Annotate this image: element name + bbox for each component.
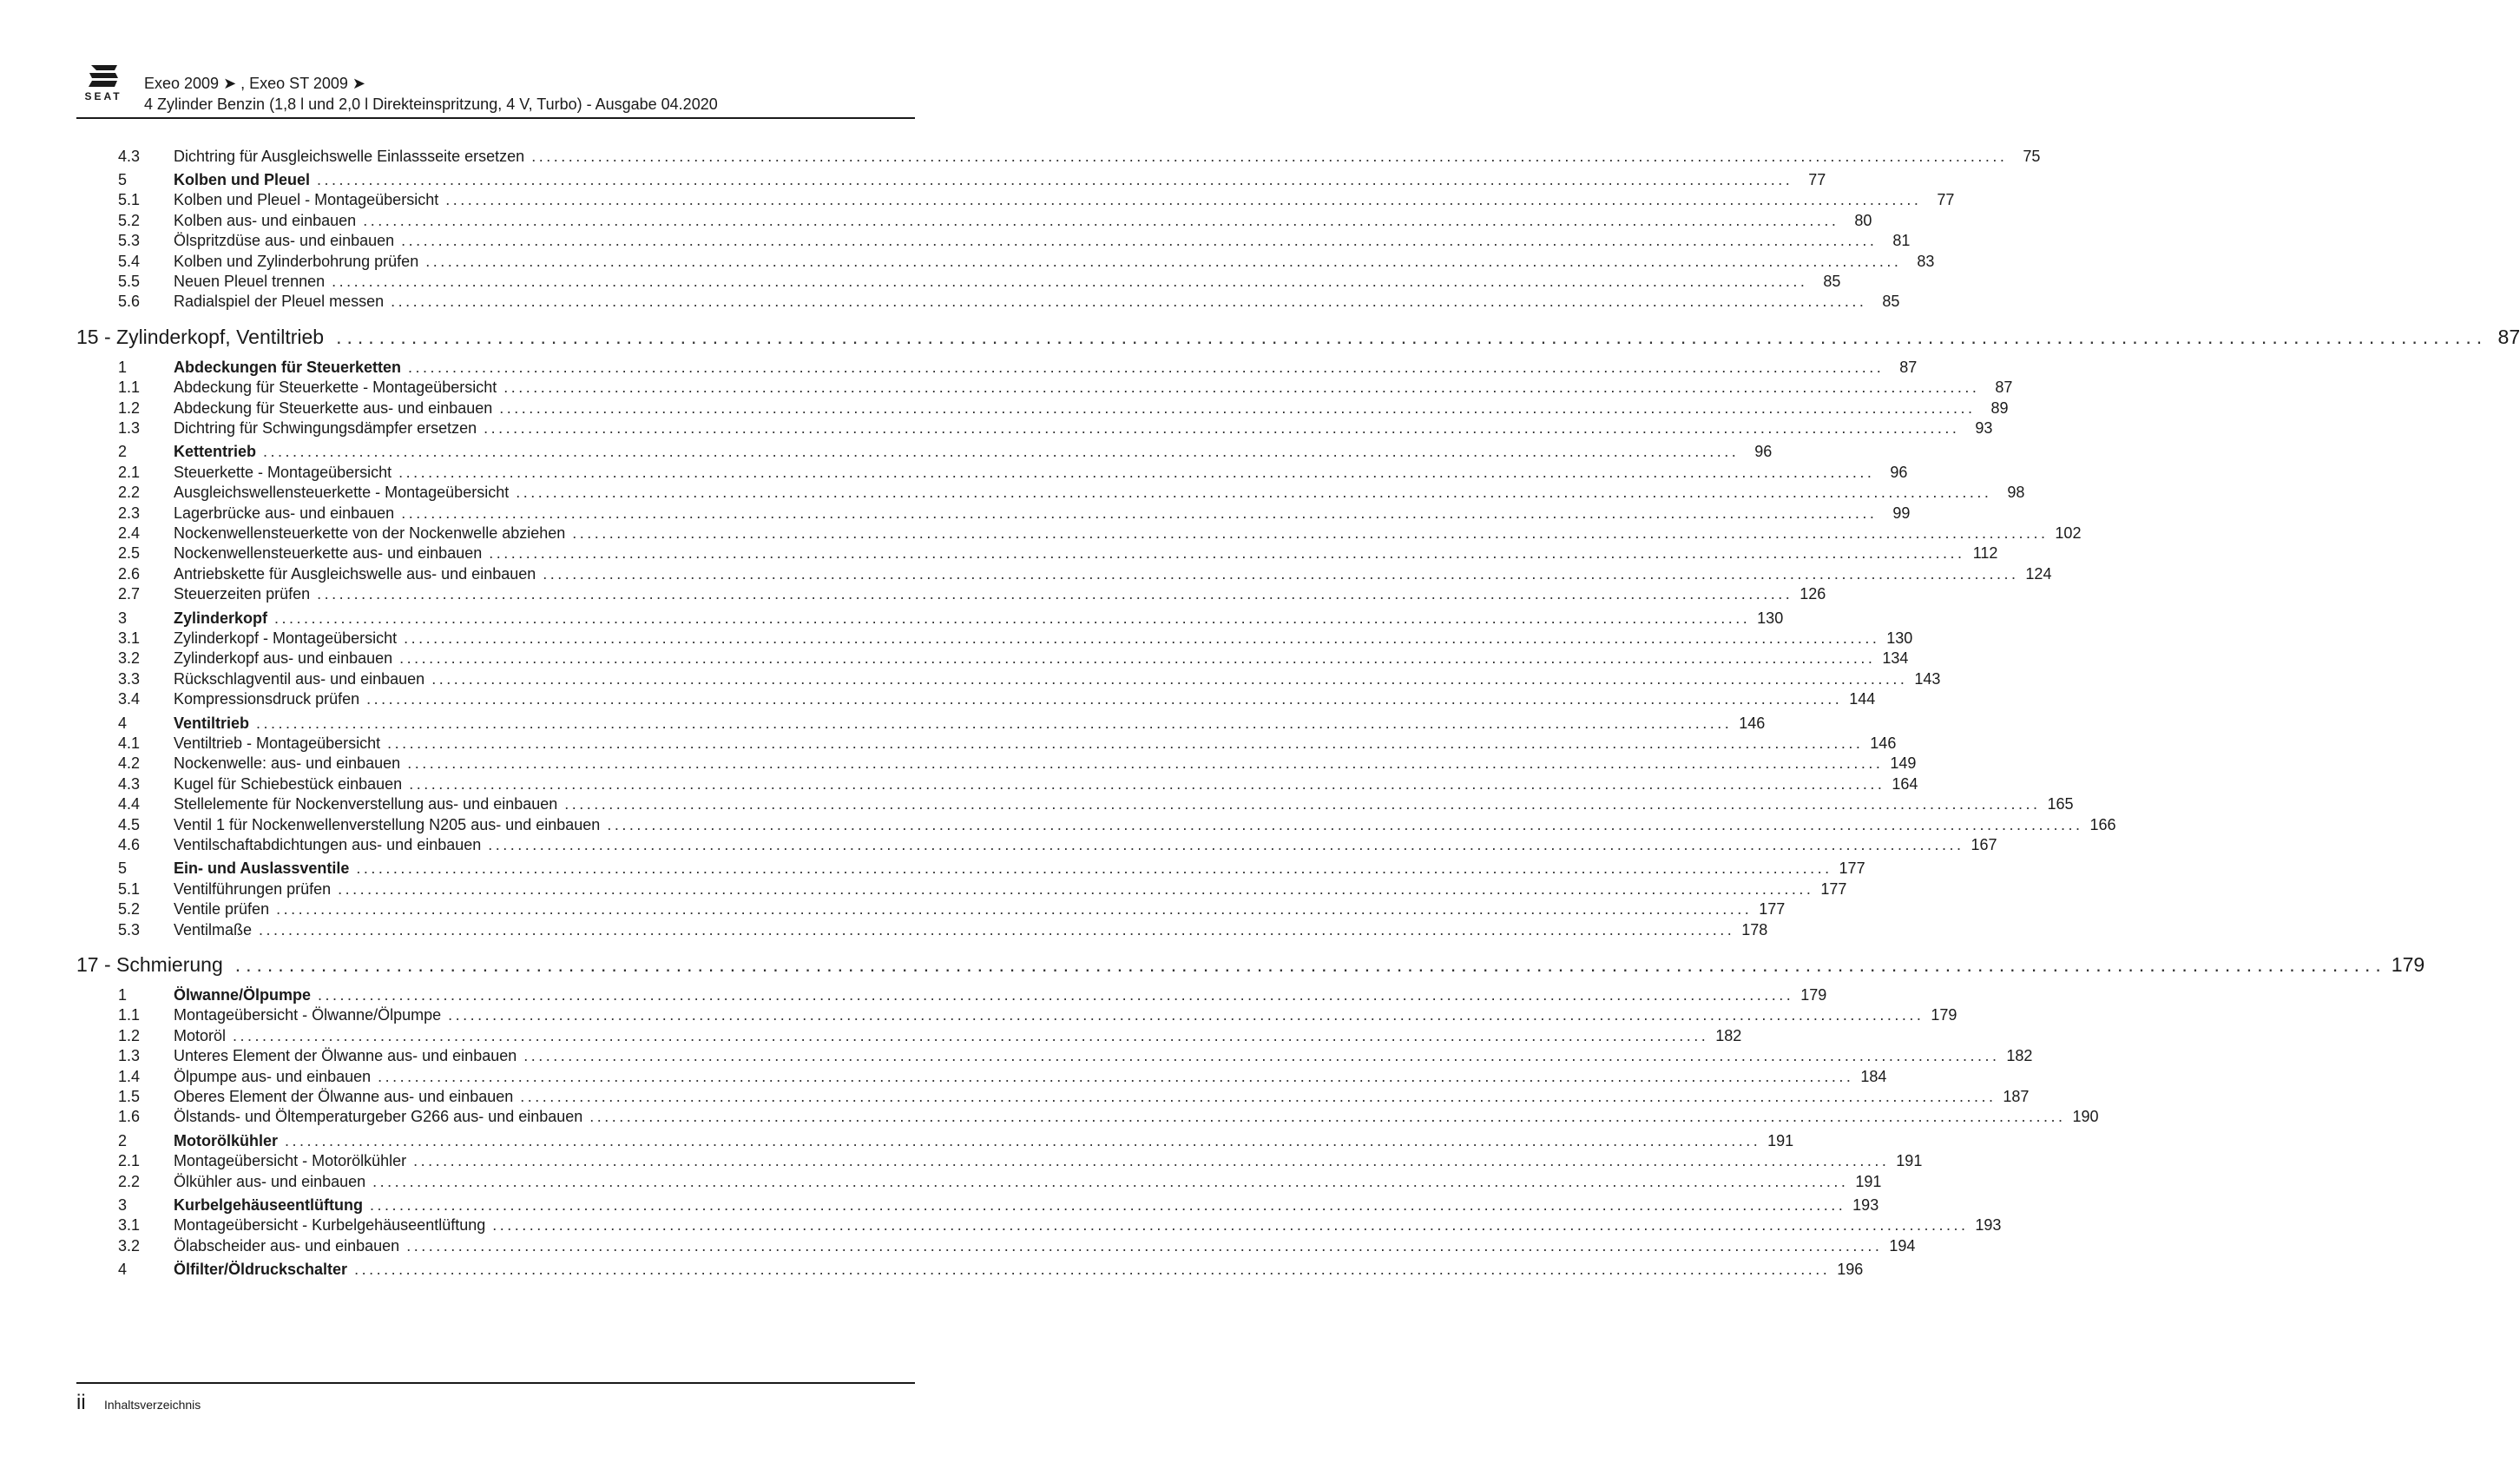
toc-leader-dots: ........................................................................................................................................................................................................ <box>409 774 1885 793</box>
toc-label: Ventiltrieb - Montageübersicht <box>174 734 381 752</box>
toc-leader-dots: ........................................................................................................................................................................................................ <box>516 484 1992 502</box>
toc-entry[interactable] <box>76 1046 2033 1067</box>
toc-entry[interactable] <box>76 834 1997 855</box>
toc-page-number: 190 <box>2072 1108 2099 1126</box>
toc-entry[interactable] <box>76 814 2116 835</box>
toc-page-number: 83 <box>1917 252 1935 270</box>
toc-number: 4.2 <box>118 754 141 773</box>
toc-page-number: 179 <box>1800 985 1827 1004</box>
toc-leader-dots: ........................................................................................................................................................................................................ <box>401 232 1878 250</box>
toc-label: Antriebskette für Ausgleichswelle aus- und einbauen <box>174 564 536 583</box>
toc-label: Kettentrieb <box>174 443 257 461</box>
toc-leader-dots: ........................................................................................................................................................................................................ <box>572 524 2049 542</box>
toc-number: 5.3 <box>118 920 141 938</box>
toc-entry[interactable] <box>76 563 2052 584</box>
toc-label: Ölfilter/Öldruckschalter <box>174 1261 348 1279</box>
toc-entry[interactable] <box>76 774 1918 794</box>
toc-leader-dots: ........................................................................................................................................................................................................ <box>317 170 1793 188</box>
toc-entry[interactable] <box>76 292 1900 313</box>
toc-page-number: 124 <box>2025 564 2052 583</box>
toc-number: 3 <box>118 1195 128 1214</box>
toc-label: Kugel für Schiebestück einbauen <box>174 774 403 793</box>
toc-leader-dots: ........................................................................................................................................................................................................ <box>499 398 1976 417</box>
toc-page-number: 177 <box>1820 879 1847 898</box>
toc-page-number: 187 <box>2003 1087 2030 1105</box>
toc-leader-dots: ........................................................................................................................................................................................................ <box>589 1108 2066 1126</box>
toc-leader-dots: ........................................................................................................................................................................................................ <box>354 1261 1831 1279</box>
toc-leader-dots: ........................................................................................................................................................................................................ <box>363 211 1839 229</box>
toc-label: Zylinderkopf aus- und einbauen <box>174 649 393 668</box>
toc-leader-dots: ........................................................................................................................................................................................................ <box>408 358 1885 376</box>
toc-leader-dots: ........................................................................................................................................................................................................ <box>391 293 1867 311</box>
toc-number: 1.4 <box>118 1067 141 1085</box>
toc-leader-dots: ........................................................................................................................................................................................................ <box>425 252 1902 270</box>
toc-label: Kurbelgehäuseentlüftung <box>174 1195 364 1214</box>
toc-number: 5.2 <box>118 211 141 229</box>
toc-leader-dots: ........................................................................................................................................................................................................ <box>318 985 1794 1004</box>
toc-entry[interactable] <box>76 1235 1916 1256</box>
toc-entry[interactable] <box>76 628 1913 649</box>
toc-page-number: 182 <box>2006 1047 2033 1065</box>
toc-number: 3.1 <box>118 1216 141 1235</box>
toc-label: Steuerkette - Montageübersicht <box>174 463 392 481</box>
toc-page-number: 87 <box>1995 379 2013 397</box>
toc-leader-dots: ........................................................................................................................................................................................................ <box>407 754 1884 773</box>
toc-number: 4.1 <box>118 734 141 752</box>
toc-label: Ausgleichswellensteuerkette - Montageübersicht <box>174 484 510 502</box>
document-title-line1: Exeo 2009 ➤ , Exeo ST 2009 ➤ <box>144 75 365 92</box>
toc-page-number: 182 <box>1715 1026 1742 1044</box>
toc-number: 1.1 <box>118 379 141 397</box>
toc-leader-dots: ........................................................................................................................................................................................................ <box>406 1236 1883 1255</box>
toc-entry[interactable] <box>76 418 1993 438</box>
toc-leader-dots: ........................................................................................................................................................................................................ <box>431 669 1908 688</box>
toc-page-number: 98 <box>2007 484 2025 502</box>
toc-number: 1.3 <box>118 1047 141 1065</box>
toc-page-number: 77 <box>1808 170 1826 188</box>
toc-page-number: 112 <box>1972 544 1998 563</box>
toc-leader-dots: ........................................................................................................................................................................................................ <box>378 1067 1854 1085</box>
toc-entry[interactable] <box>76 899 1786 920</box>
toc-entry[interactable] <box>76 231 1911 252</box>
toc-leader-dots: ........................................................................................................................................................................................................ <box>399 649 1876 668</box>
toc-label: Kolben aus- und einbauen <box>174 211 357 229</box>
toc-leader-dots: ........................................................................................................................................................................................................ <box>503 379 1980 397</box>
toc-leader-dots: ........................................................................................................................................................................................................ <box>234 952 2386 976</box>
toc-number: 1.2 <box>118 398 141 417</box>
toc-leader-dots: ........................................................................................................................................................................................................ <box>543 564 2019 583</box>
toc-leader-dots: ........................................................................................................................................................................................................ <box>492 1216 1969 1235</box>
toc-entry[interactable] <box>76 794 2074 815</box>
toc-label: Abdeckung für Steuerkette aus- und einbauen <box>174 398 493 417</box>
toc-number: 5 <box>118 170 128 188</box>
toc-page-number: 130 <box>1886 629 1913 647</box>
toc-entry[interactable] <box>76 1066 1887 1087</box>
toc-number: 3.2 <box>118 1236 141 1255</box>
toc-number: 5.1 <box>118 879 141 898</box>
toc-label: Kolben und Pleuel - Montageübersicht <box>174 191 439 209</box>
toc-page-number: 164 <box>1892 774 1918 793</box>
toc-leader-dots: ........................................................................................................................................................................................................ <box>531 147 2008 165</box>
toc-entry[interactable] <box>76 1086 2030 1107</box>
toc-label: Ölpumpe aus- und einbauen <box>174 1067 372 1085</box>
toc-number: 2 <box>118 1131 128 1149</box>
footer-title: Inhaltsverzeichnis <box>104 1398 201 1412</box>
toc-leader-dots: ........................................................................................................................................................................................................ <box>263 443 1740 461</box>
toc-leader-dots: ........................................................................................................................................................................................................ <box>317 585 1793 603</box>
document-title-line2: 4 Zylinder Benzin (1,8 l und 2,0 l Direkteinspritzung, 4 V, Turbo) - Ausgabe 04.2020 <box>144 95 718 113</box>
toc-page-number: 191 <box>1767 1131 1794 1149</box>
toc-page-number: 146 <box>1739 714 1766 732</box>
toc-label: Abdeckungen für Steuerketten <box>174 358 402 376</box>
toc-page-number: 149 <box>1890 754 1917 773</box>
toc-page-number: 178 <box>1741 920 1768 938</box>
toc-page-number: 93 <box>1975 418 1993 437</box>
toc-label: Ölspritzdüse aus- und einbauen <box>174 232 395 250</box>
toc-leader-dots: ........................................................................................................................................................................................................ <box>259 920 1735 938</box>
toc-number: 1.6 <box>118 1108 141 1126</box>
toc-leader-dots: ........................................................................................................................................................................................................ <box>398 463 1875 481</box>
toc-entry[interactable] <box>76 146 2041 167</box>
toc-label: Kolben und Zylinderbohrung prüfen <box>174 252 419 270</box>
toc-number: 5.1 <box>118 191 141 209</box>
toc-number: 5.2 <box>118 900 141 919</box>
toc-entry[interactable] <box>76 543 1998 564</box>
toc-leader-dots: ........................................................................................................................................................................................................ <box>404 629 1880 647</box>
toc-page-number: 87 <box>2497 325 2520 348</box>
toc-leader-dots: ........................................................................................................................................................................................................ <box>413 1152 1890 1170</box>
toc-number: 5.3 <box>118 232 141 250</box>
toc-number: 5.5 <box>118 272 141 290</box>
toc-label: Ölstands- und Öltemperaturgeber G266 aus- und einbauen <box>174 1108 583 1126</box>
toc-number: 3 <box>118 609 128 627</box>
toc-number: 1.2 <box>118 1026 141 1044</box>
toc-leader-dots: ........................................................................................................................................................................................................ <box>338 879 1814 898</box>
toc-number: 4.3 <box>118 774 141 793</box>
toc-page-number: 179 <box>1931 1006 1957 1024</box>
toc-entry[interactable] <box>76 190 1955 211</box>
toc-label: Dichtring für Schwingungsdämpfer ersetzen <box>174 418 477 437</box>
page-header <box>76 59 915 119</box>
toc-page-number: 96 <box>1890 463 1908 481</box>
toc-leader-dots: ........................................................................................................................................................................................................ <box>285 1131 1761 1149</box>
toc-label: Ventilmaße <box>174 920 253 938</box>
toc-section[interactable] <box>76 1195 1879 1215</box>
toc-section[interactable] <box>76 1130 1794 1151</box>
toc-page-number: 166 <box>2089 815 2116 833</box>
toc-label: Stellelemente für Nockenverstellung aus- und einbauen <box>174 795 558 813</box>
toc-label: Montageübersicht - Ölwanne/Ölpumpe <box>174 1006 442 1024</box>
toc-page-number: 167 <box>1971 835 1997 853</box>
toc-section[interactable] <box>76 608 1784 629</box>
toc-label: Abdeckung für Steuerkette - Montageübersicht <box>174 379 497 397</box>
toc-label: Nockenwelle: aus- und einbauen <box>174 754 401 773</box>
toc-number: 4.5 <box>118 815 141 833</box>
toc-page-number: 126 <box>1800 585 1826 603</box>
toc-label: Ventilschaftabdichtungen aus- und einbauen <box>174 835 482 853</box>
toc-label: Ventil 1 für Nockenwellenverstellung N205 aus- und einbauen <box>174 815 601 833</box>
toc-number: 2 <box>118 443 128 461</box>
toc-leader-dots: ........................................................................................................................................................................................................ <box>356 859 1832 878</box>
toc-entry[interactable] <box>76 378 2013 398</box>
toc-entry[interactable] <box>76 251 1935 272</box>
toc-entry[interactable] <box>76 1025 1742 1046</box>
toc-entry[interactable] <box>76 210 1872 231</box>
toc-leader-dots: ........................................................................................................................................................................................................ <box>445 191 1922 209</box>
toc-leader-dots: ........................................................................................................................................................................................................ <box>448 1006 1925 1024</box>
toc-number: 2.7 <box>118 585 141 603</box>
toc-leader-dots: ........................................................................................................................................................................................................ <box>488 835 1964 853</box>
toc-label: Zylinderkopf - Montageübersicht <box>174 629 398 647</box>
toc-leader-dots: ........................................................................................................................................................................................................ <box>336 325 2488 348</box>
toc-number: 2.4 <box>118 524 141 542</box>
toc-page-number: 80 <box>1854 211 1872 229</box>
toc-label: Ventile prüfen <box>174 900 270 919</box>
toc-number: 5.4 <box>118 252 141 270</box>
toc-leader-dots: ........................................................................................................................................................................................................ <box>256 714 1733 732</box>
toc-entry[interactable] <box>76 689 1876 710</box>
toc-leader-dots: ........................................................................................................................................................................................................ <box>372 1172 1849 1190</box>
toc-entry[interactable] <box>76 879 1847 899</box>
toc-page-number: 102 <box>2055 524 2082 542</box>
toc-number: 4.4 <box>118 795 141 813</box>
toc-page-number: 165 <box>2047 795 2074 813</box>
toc-page-number: 191 <box>1896 1152 1923 1170</box>
toc-section[interactable] <box>76 357 1918 378</box>
toc-entry[interactable] <box>76 733 1897 754</box>
toc-label: Lagerbrücke aus- und einbauen <box>174 504 395 522</box>
toc-page-number: 96 <box>1754 443 1773 461</box>
toc-section[interactable] <box>76 713 1766 734</box>
toc-number: 2.6 <box>118 564 141 583</box>
toc-entry[interactable] <box>76 754 1917 774</box>
toc-entry[interactable] <box>76 483 2025 504</box>
toc-entry[interactable] <box>76 584 1826 605</box>
toc-label: Nockenwellensteuerkette aus- und einbauen <box>174 544 483 563</box>
toc-chapter[interactable] <box>76 324 2520 350</box>
toc-label: Ölwanne/Ölpumpe <box>174 985 312 1004</box>
footer-page-number: ii <box>76 1391 86 1414</box>
toc-entry[interactable] <box>76 668 1941 689</box>
toc-label: Motorölkühler <box>174 1131 278 1149</box>
toc-label: Ölkühler aus- und einbauen <box>174 1172 366 1190</box>
toc-number: 3.2 <box>118 649 141 668</box>
toc-leader-dots: ........................................................................................................................................................................................................ <box>564 795 2041 813</box>
toc-entry[interactable] <box>76 1215 2002 1236</box>
toc-label: 17 - Schmierung <box>76 952 223 976</box>
toc-label: Zylinderkopf <box>174 609 268 627</box>
toc-number: 4.6 <box>118 835 141 853</box>
toc-entry[interactable] <box>76 1171 1882 1192</box>
toc-number: 1.1 <box>118 1006 141 1024</box>
toc-page-number: 130 <box>1757 609 1784 627</box>
toc-leader-dots: ........................................................................................................................................................................................................ <box>332 272 1808 290</box>
toc-page-number: 179 <box>2391 952 2425 976</box>
toc-page-number: 89 <box>1990 398 2009 417</box>
logo-text: SEAT <box>84 90 122 102</box>
toc-entry[interactable] <box>76 523 2082 543</box>
toc-number: 4.3 <box>118 147 141 165</box>
toc-page-number: 85 <box>1823 272 1841 290</box>
toc-number: 1.5 <box>118 1087 141 1105</box>
toc-page-number: 134 <box>1882 649 1909 668</box>
toc-chapter[interactable] <box>76 952 2425 978</box>
toc-page-number: 143 <box>1914 669 1941 688</box>
toc-number: 2.3 <box>118 504 141 522</box>
toc-leader-dots: ........................................................................................................................................................................................................ <box>370 1195 1846 1214</box>
toc-page-number: 194 <box>1889 1236 1916 1255</box>
toc-section[interactable] <box>76 169 1826 190</box>
toc-entry[interactable] <box>76 649 1909 669</box>
toc-label: Ölabscheider aus- und einbauen <box>174 1236 400 1255</box>
toc-page-number: 146 <box>1870 734 1897 752</box>
toc-page-number: 196 <box>1837 1261 1864 1279</box>
toc-number: 5 <box>118 859 128 878</box>
toc-label: Neuen Pleuel trennen <box>174 272 326 290</box>
toc-leader-dots: ........................................................................................................................................................................................................ <box>233 1026 1709 1044</box>
toc-leader-dots: ........................................................................................................................................................................................................ <box>520 1087 1997 1105</box>
toc-leader-dots: ........................................................................................................................................................................................................ <box>523 1047 2000 1065</box>
toc-page-number: 85 <box>1882 293 1900 311</box>
toc-number: 1 <box>118 985 128 1004</box>
toc-number: 2.5 <box>118 544 141 563</box>
toc-number: 1 <box>118 358 128 376</box>
toc-label: Montageübersicht - Kurbelgehäuseentlüftung <box>174 1216 486 1235</box>
toc-page-number: 81 <box>1892 232 1911 250</box>
toc-label: Kolben und Pleuel <box>174 170 311 188</box>
toc-label: Dichtring für Ausgleichswelle Einlassseite ersetzen <box>174 147 525 165</box>
toc-number: 1.3 <box>118 418 141 437</box>
toc-page-number: 75 <box>2023 147 2041 165</box>
toc-label: Motoröl <box>174 1026 227 1044</box>
toc-entry[interactable] <box>76 503 1911 524</box>
toc-label: Radialspiel der Pleuel messen <box>174 293 385 311</box>
toc-number: 5.6 <box>118 293 141 311</box>
toc-number: 3.3 <box>118 669 141 688</box>
toc-leader-dots: ........................................................................................................................................................................................................ <box>276 900 1753 919</box>
toc-entry[interactable] <box>76 462 1908 483</box>
toc-number: 4 <box>118 714 128 732</box>
toc-page-number: 77 <box>1937 191 1955 209</box>
toc-number: 4 <box>118 1261 128 1279</box>
toc-leader-dots: ........................................................................................................................................................................................................ <box>274 609 1751 627</box>
toc-page-number: 191 <box>1855 1172 1882 1190</box>
toc-label: Ventilführungen prüfen <box>174 879 332 898</box>
toc-leader-dots: ........................................................................................................................................................................................................ <box>489 544 1965 563</box>
toc-label: Ein- und Auslassventile <box>174 859 350 878</box>
toc-section[interactable] <box>76 859 1865 879</box>
toc-page-number: 184 <box>1860 1067 1887 1085</box>
toc-label: Steuerzeiten prüfen <box>174 585 311 603</box>
toc-label: Kompressionsdruck prüfen <box>174 690 360 708</box>
toc-leader-dots: ........................................................................................................................................................................................................ <box>366 690 1843 708</box>
toc-number: 2.1 <box>118 1152 141 1170</box>
toc-leader-dots: ........................................................................................................................................................................................................ <box>484 418 1960 437</box>
toc-number: 2.1 <box>118 463 141 481</box>
toc-page-number: 193 <box>1852 1195 1879 1214</box>
toc-leader-dots: ........................................................................................................................................................................................................ <box>401 504 1878 522</box>
toc-label: Oberes Element der Ölwanne aus- und einbauen <box>174 1087 514 1105</box>
toc-entry[interactable] <box>76 919 1768 940</box>
toc-entry[interactable] <box>76 1151 1923 1172</box>
toc-entry[interactable] <box>76 271 1841 292</box>
toc-page-number: 177 <box>1759 900 1786 919</box>
toc-page-number: 193 <box>1975 1216 2002 1235</box>
toc-section[interactable] <box>76 442 1773 463</box>
toc-page-number: 177 <box>1839 859 1865 878</box>
toc-label: Rückschlagventil aus- und einbauen <box>174 669 425 688</box>
toc-entry[interactable] <box>76 1005 1957 1026</box>
toc-page-number: 87 <box>1899 358 1918 376</box>
toc-leader-dots: ........................................................................................................................................................................................................ <box>607 815 2083 833</box>
toc-label: Montageübersicht - Motorölkühler <box>174 1152 407 1170</box>
toc-number: 2.2 <box>118 1172 141 1190</box>
page-footer <box>76 1382 915 1419</box>
toc-page-number: 144 <box>1849 690 1876 708</box>
toc-section[interactable] <box>76 985 1827 1005</box>
toc-entry[interactable] <box>76 398 2009 418</box>
toc-number: 3.4 <box>118 690 141 708</box>
toc-label: Nockenwellensteuerkette von der Nockenwelle abziehen <box>174 524 566 542</box>
toc-section[interactable] <box>76 1260 1864 1281</box>
toc-leader-dots: ........................................................................................................................................................................................................ <box>387 734 1864 752</box>
toc-label: Unteres Element der Ölwanne aus- und einbauen <box>174 1047 517 1065</box>
toc-label: Ventiltrieb <box>174 714 250 732</box>
toc-label: 15 - Zylinderkopf, Ventiltrieb <box>76 325 325 348</box>
toc-number: 2.2 <box>118 484 141 502</box>
toc-page-number: 99 <box>1892 504 1911 522</box>
toc-entry[interactable] <box>76 1107 2099 1128</box>
toc-number: 3.1 <box>118 629 141 647</box>
